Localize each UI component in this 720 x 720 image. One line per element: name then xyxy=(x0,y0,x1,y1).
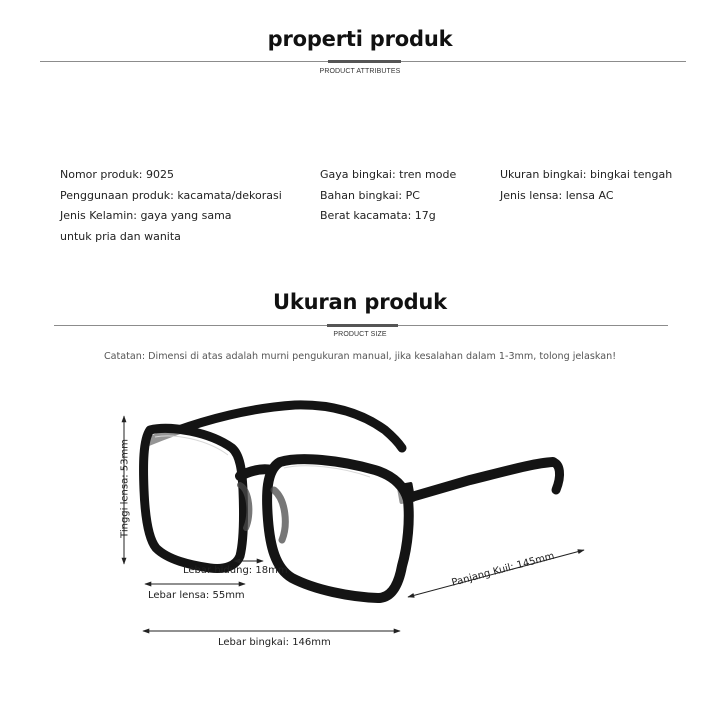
lens-width-label: Lebar lensa: 55mm xyxy=(148,590,245,601)
attr-product-number: Nomor produk: 9025 xyxy=(60,168,174,181)
lens-height-label: Tinggi lensa: 53mm xyxy=(119,439,131,538)
size-subtitle: PRODUCT SIZE xyxy=(333,331,387,338)
attr-gender: Jenis Kelamin: gaya yang sama xyxy=(60,209,232,222)
attr-product-usage: Penggunaan produk: kacamata/dekorasi xyxy=(60,189,282,202)
attr-frame-material: Bahan bingkai: PC xyxy=(320,189,420,202)
attr-frame-style: Gaya bingkai: tren mode xyxy=(320,168,457,181)
temple-length-label: Panjang Kuil: 145mm xyxy=(450,550,556,589)
attr-frame-size: Ukuran bingkai: bingkai tengah xyxy=(500,168,673,181)
attr-lens-type: Jenis lensa: lensa AC xyxy=(500,189,614,202)
size-title: Ukuran produk xyxy=(273,290,447,314)
attr-weight: Berat kacamata: 17g xyxy=(320,209,436,222)
attributes-subtitle: PRODUCT ATTRIBUTES xyxy=(319,68,401,75)
size-note: Catatan: Dimensi di atas adalah murni pengukuran manual, jika kesalahan dalam 1-3mm, tolong jelaskan! xyxy=(103,351,617,362)
attr-gender-cont: untuk pria dan wanita xyxy=(60,230,181,243)
attributes-title: properti produk xyxy=(267,27,453,51)
frame-width-label: Lebar bingkai: 146mm xyxy=(218,637,331,648)
bridge-width-label: Lebar hidung: 18mm xyxy=(183,565,288,576)
